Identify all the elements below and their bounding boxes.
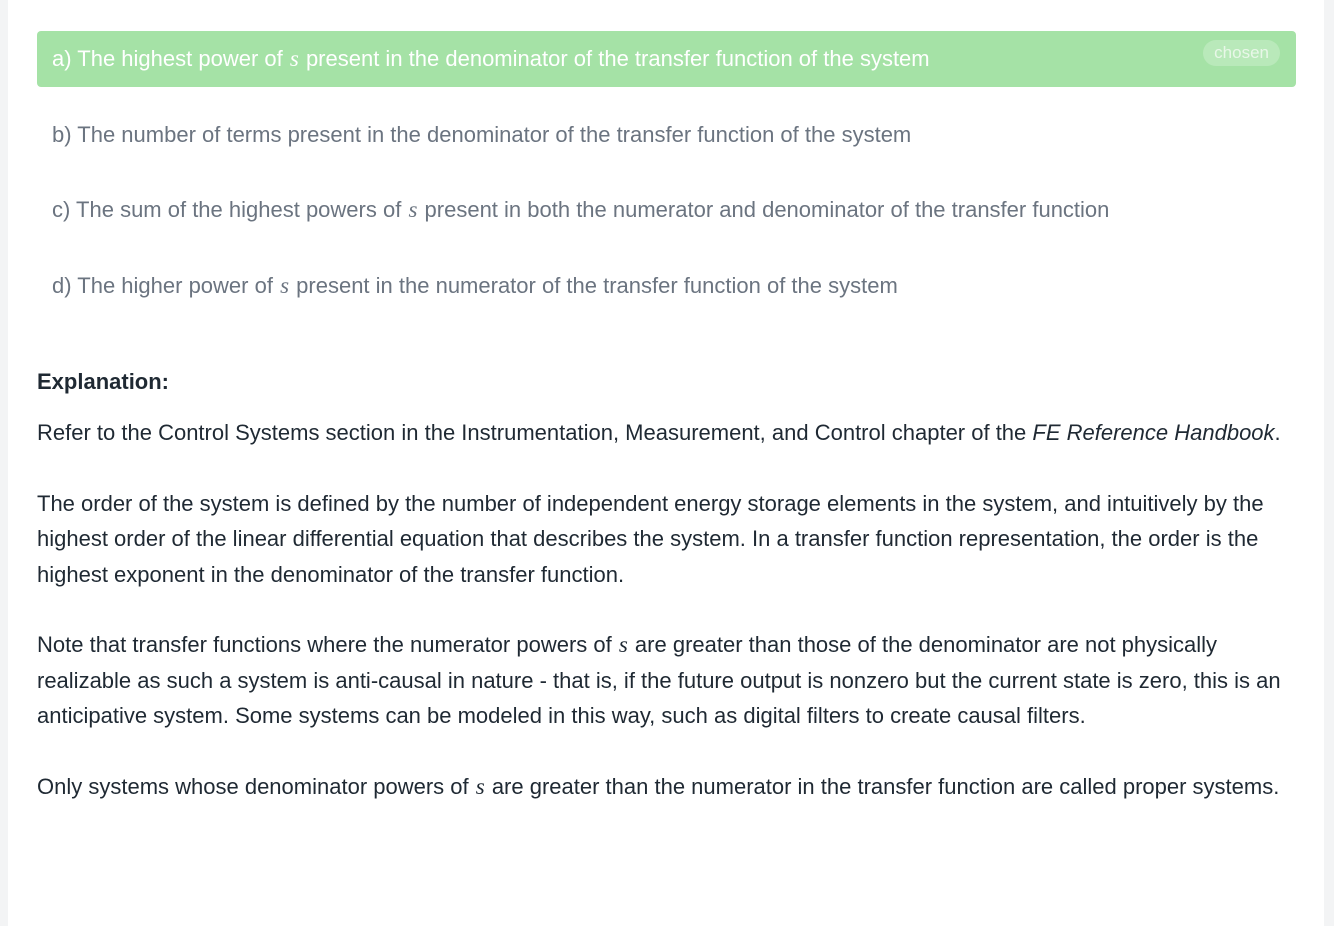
option-a-text-end: present in the denominator of the transfer function of the system [305,46,930,71]
explanation-paragraph-reference [37,415,1302,450]
option-a-variable: s [289,46,299,71]
explanation-paragraph-proper [37,769,1302,804]
proper-variable: s [475,774,485,800]
question-page [8,0,1324,926]
proper-text-start: Only systems whose denominator powers of [37,774,475,800]
realizability-variable: s [618,632,628,658]
option-a-text-start: a) The highest power of [52,46,283,71]
explanation-section [37,364,1302,804]
option-c-text-start: c) The sum of the highest powers of [52,197,402,222]
option-d-text-start: d) The higher power of [52,272,273,298]
option-d[interactable] [37,258,1296,314]
chosen-badge: chosen [1203,40,1280,66]
answer-options [37,31,1296,333]
option-c-text-end: present in both the numerator and denominator of the transfer function [424,197,1110,222]
explanation-heading: Explanation: [37,369,170,394]
option-c[interactable] [37,182,1296,238]
reference-text: Refer to the Control Systems section in the Instrumentation, Measurement, and Control chapter of the [37,420,1033,445]
option-b[interactable] [37,107,1296,163]
reference-handbook-title: FE Reference Handbook [1032,420,1275,445]
realizability-text-start: Note that transfer functions where the numerator powers of [37,632,618,658]
option-d-variable: s [280,272,290,298]
option-a[interactable] [37,31,1296,87]
explanation-paragraph-realizability [37,627,1302,733]
option-b-text: b) The number of terms present in the denominator of the transfer function of the system [52,121,912,147]
realizability-text-end: are greater than those of the denominator are not physically realizable as such a system is anti-causal in nature - that is, if the future output is nonzero but the current state is zero, this is an anticipative system. Some systems can be modeled in this way, such as digital filters to create causal filters. [37,632,1281,729]
explanation-paragraph-order: The order of the system is defined by the number of independent energy storage elements in the system, and intuitively by the highest order of the linear differential equation that describes the system. In a transfer function representation, the order is the highest exponent in the denominator of the transfer function. [37,490,1264,587]
option-c-variable: s [408,197,418,222]
reference-period: . [1274,420,1281,445]
option-d-text-end: present in the numerator of the transfer function of the system [296,272,898,298]
proper-text-end: are greater than the numerator in the transfer function are called proper systems. [485,774,1280,800]
